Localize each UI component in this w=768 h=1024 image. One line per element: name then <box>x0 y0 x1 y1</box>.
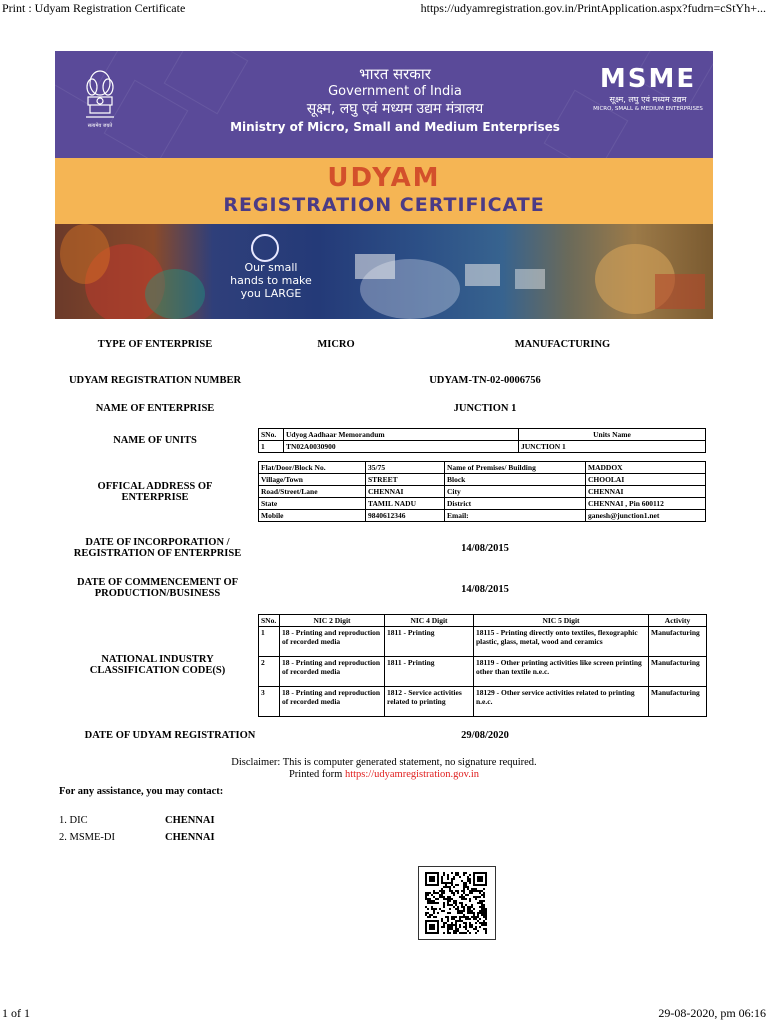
nic-cell-activity: Manufacturing <box>649 687 707 717</box>
contact-label: 1. DIC <box>59 815 88 826</box>
registration-certificate-title: REGISTRATION CERTIFICATE <box>223 194 545 216</box>
address-value: TAMIL NADU <box>366 498 445 510</box>
msme-logo-mark: MSME <box>599 64 697 94</box>
nic-cell-2digit: 18 - Printing and reproduction of recorded media <box>280 687 385 717</box>
udyam-title: UDYAM <box>327 163 441 193</box>
contact-item <box>59 815 215 826</box>
units-header-sno: SNo. <box>259 429 284 441</box>
government-heading <box>205 65 585 136</box>
address-value: STREET <box>366 474 445 486</box>
address-table <box>258 461 706 522</box>
table-row <box>259 510 706 522</box>
address-key: State <box>259 498 366 510</box>
table-row <box>259 474 706 486</box>
banner-photo-collage <box>55 224 713 319</box>
address-key: Road/Street/Lane <box>259 486 366 498</box>
print-header <box>0 0 768 18</box>
nic-cell-activity: Manufacturing <box>649 657 707 687</box>
nic-table-header <box>259 615 707 627</box>
gov-english: Government of India <box>328 84 462 99</box>
assistance-heading: For any assistance, you may contact: <box>59 786 224 797</box>
ministry-english: Ministry of Micro, Small and Medium Enterprises <box>230 120 560 134</box>
name-of-enterprise-label: NAME OF ENTERPRISE <box>95 403 215 414</box>
type-of-enterprise-label: TYPE OF ENTERPRISE <box>97 339 213 350</box>
date-of-udyam-registration-value: 29/08/2020 <box>461 730 509 741</box>
print-footer <box>0 1006 768 1024</box>
print-datetime: 29-08-2020, pm 06:16 <box>658 1006 766 1020</box>
print-page-number: 1 of 1 <box>2 1006 30 1020</box>
nic-cell-4digit: 1812 - Service activities related to printing <box>385 687 474 717</box>
table-row <box>259 441 706 453</box>
nic-cell-5digit: 18119 - Other printing activities like screen printing other than textile n.e.c. <box>474 657 649 687</box>
printed-form-line <box>0 769 768 781</box>
printed-form-link[interactable]: https://udyamregistration.gov.in <box>344 769 480 780</box>
certificate-banner <box>55 51 713 319</box>
date-of-udyam-registration-label: DATE OF UDYAM REGISTRATION <box>84 730 256 741</box>
nic-header-5digit: NIC 5 Digit <box>474 615 649 627</box>
official-address-label: OFFICAL ADDRESS OF ENTERPRISE <box>97 481 213 503</box>
disclaimer-block <box>0 757 768 781</box>
contact-value: CHENNAI <box>165 815 215 826</box>
print-url: https://udyamregistration.gov.in/PrintApplication.aspx?fudrn=cStYh+... <box>420 1 766 15</box>
address-key: Email: <box>445 510 586 522</box>
contact-label: 2. MSME-DI <box>59 832 116 843</box>
table-row <box>259 657 707 687</box>
address-key: Name of Premises/ Building <box>445 462 586 474</box>
address-value: CHENNAI , Pin 600112 <box>586 498 706 510</box>
address-key: Flat/Door/Block No. <box>259 462 366 474</box>
nic-cell-2digit: 18 - Printing and reproduction of recorded media <box>280 657 385 687</box>
nic-header-4digit: NIC 4 Digit <box>385 615 474 627</box>
date-of-commencement-label: DATE OF COMMENCEMENT OF PRODUCTION/BUSINESS <box>76 577 239 599</box>
date-of-incorporation-value: 14/08/2015 <box>461 543 509 554</box>
udyam-registration-number-label: UDYAM REGISTRATION NUMBER <box>68 375 242 386</box>
type-of-enterprise-value: MICRO <box>317 339 355 350</box>
nic-cell-sno: 1 <box>259 627 280 657</box>
msme-logo-hindi: सूक्ष्म, लघु एवं मध्यम उद्यम <box>609 95 687 104</box>
nic-cell-4digit: 1811 - Printing <box>385 657 474 687</box>
units-table <box>258 428 706 453</box>
contact-value: CHENNAI <box>165 832 215 843</box>
address-key: Village/Town <box>259 474 366 486</box>
units-cell-uam: TN02A0030900 <box>284 441 519 453</box>
nic-cell-sno: 2 <box>259 657 280 687</box>
nic-header-activity: Activity <box>649 615 707 627</box>
svg-text:सत्यमेव जयते: सत्यमेव जयते <box>87 123 113 129</box>
units-header-name: Units Name <box>519 429 706 441</box>
banner-tagline: Our small hands to make you LARGE <box>230 261 312 300</box>
msme-logo-english: MICRO, SMALL & MEDIUM ENTERPRISES <box>593 106 703 112</box>
table-row <box>259 498 706 510</box>
nic-codes-table <box>258 614 707 717</box>
gov-hindi: भारत सरकार <box>359 65 431 83</box>
nic-header-sno: SNo. <box>259 615 280 627</box>
nic-header-2digit: NIC 2 Digit <box>280 615 385 627</box>
nic-cell-activity: Manufacturing <box>649 627 707 657</box>
contact-item <box>59 832 215 843</box>
disclaimer-text: Disclaimer: This is computer generated statement, no signature required. <box>231 757 537 768</box>
nic-cell-2digit: 18 - Printing and reproduction of recorded media <box>280 627 385 657</box>
qr-code-icon <box>418 866 496 940</box>
address-key: City <box>445 486 586 498</box>
nic-cell-4digit: 1811 - Printing <box>385 627 474 657</box>
table-row <box>259 687 707 717</box>
nic-cell-sno: 3 <box>259 687 280 717</box>
address-key: Mobile <box>259 510 366 522</box>
table-row <box>259 486 706 498</box>
address-key: District <box>445 498 586 510</box>
address-value: MADDOX <box>586 462 706 474</box>
units-header-uam: Udyog Aadhaar Memorandum <box>284 429 519 441</box>
national-emblem-icon <box>80 65 120 141</box>
name-of-enterprise-value: JUNCTION 1 <box>453 403 517 414</box>
ashoka-chakra-icon <box>251 234 279 262</box>
name-of-units-label: NAME OF UNITS <box>113 435 197 446</box>
table-row <box>259 627 707 657</box>
address-key: Block <box>445 474 586 486</box>
units-cell-name: JUNCTION 1 <box>519 441 706 453</box>
date-of-incorporation-label: DATE OF INCORPORATION / REGISTRATION OF ENTERPRISE <box>73 537 242 559</box>
date-of-commencement-value: 14/08/2015 <box>461 584 509 595</box>
collage-shapes <box>55 224 713 319</box>
units-table-header <box>259 429 706 441</box>
nic-cell-5digit: 18115 - Printing directly onto textiles, flexographic plastic, glass, metal, wood and ceramics <box>474 627 649 657</box>
address-value: ganesh@junction1.net <box>586 510 706 522</box>
banner-government-strip <box>55 51 713 158</box>
nic-codes-label: NATIONAL INDUSTRY CLASSIFICATION CODE(S) <box>89 654 226 676</box>
address-value: CHENNAI <box>366 486 445 498</box>
printed-form-prefix: Printed form <box>288 769 343 780</box>
ministry-hindi: सूक्ष्म, लघु एवं मध्यम उद्यम मंत्रालय <box>306 101 484 117</box>
address-value: 35/75 <box>366 462 445 474</box>
nic-cell-5digit: 18129 - Other service activities related to printing n.e.c. <box>474 687 649 717</box>
udyam-registration-number-value: UDYAM-TN-02-0006756 <box>429 375 541 386</box>
banner-title-strip <box>55 158 713 224</box>
major-activity-value: MANUFACTURING <box>514 339 611 350</box>
address-value: CHOOLAI <box>586 474 706 486</box>
table-row <box>259 462 706 474</box>
address-value: CHENNAI <box>586 486 706 498</box>
address-value: 9840612346 <box>366 510 445 522</box>
msme-logo <box>593 64 703 113</box>
units-cell-sno: 1 <box>259 441 284 453</box>
print-title: Print : Udyam Registration Certificate <box>2 1 186 15</box>
